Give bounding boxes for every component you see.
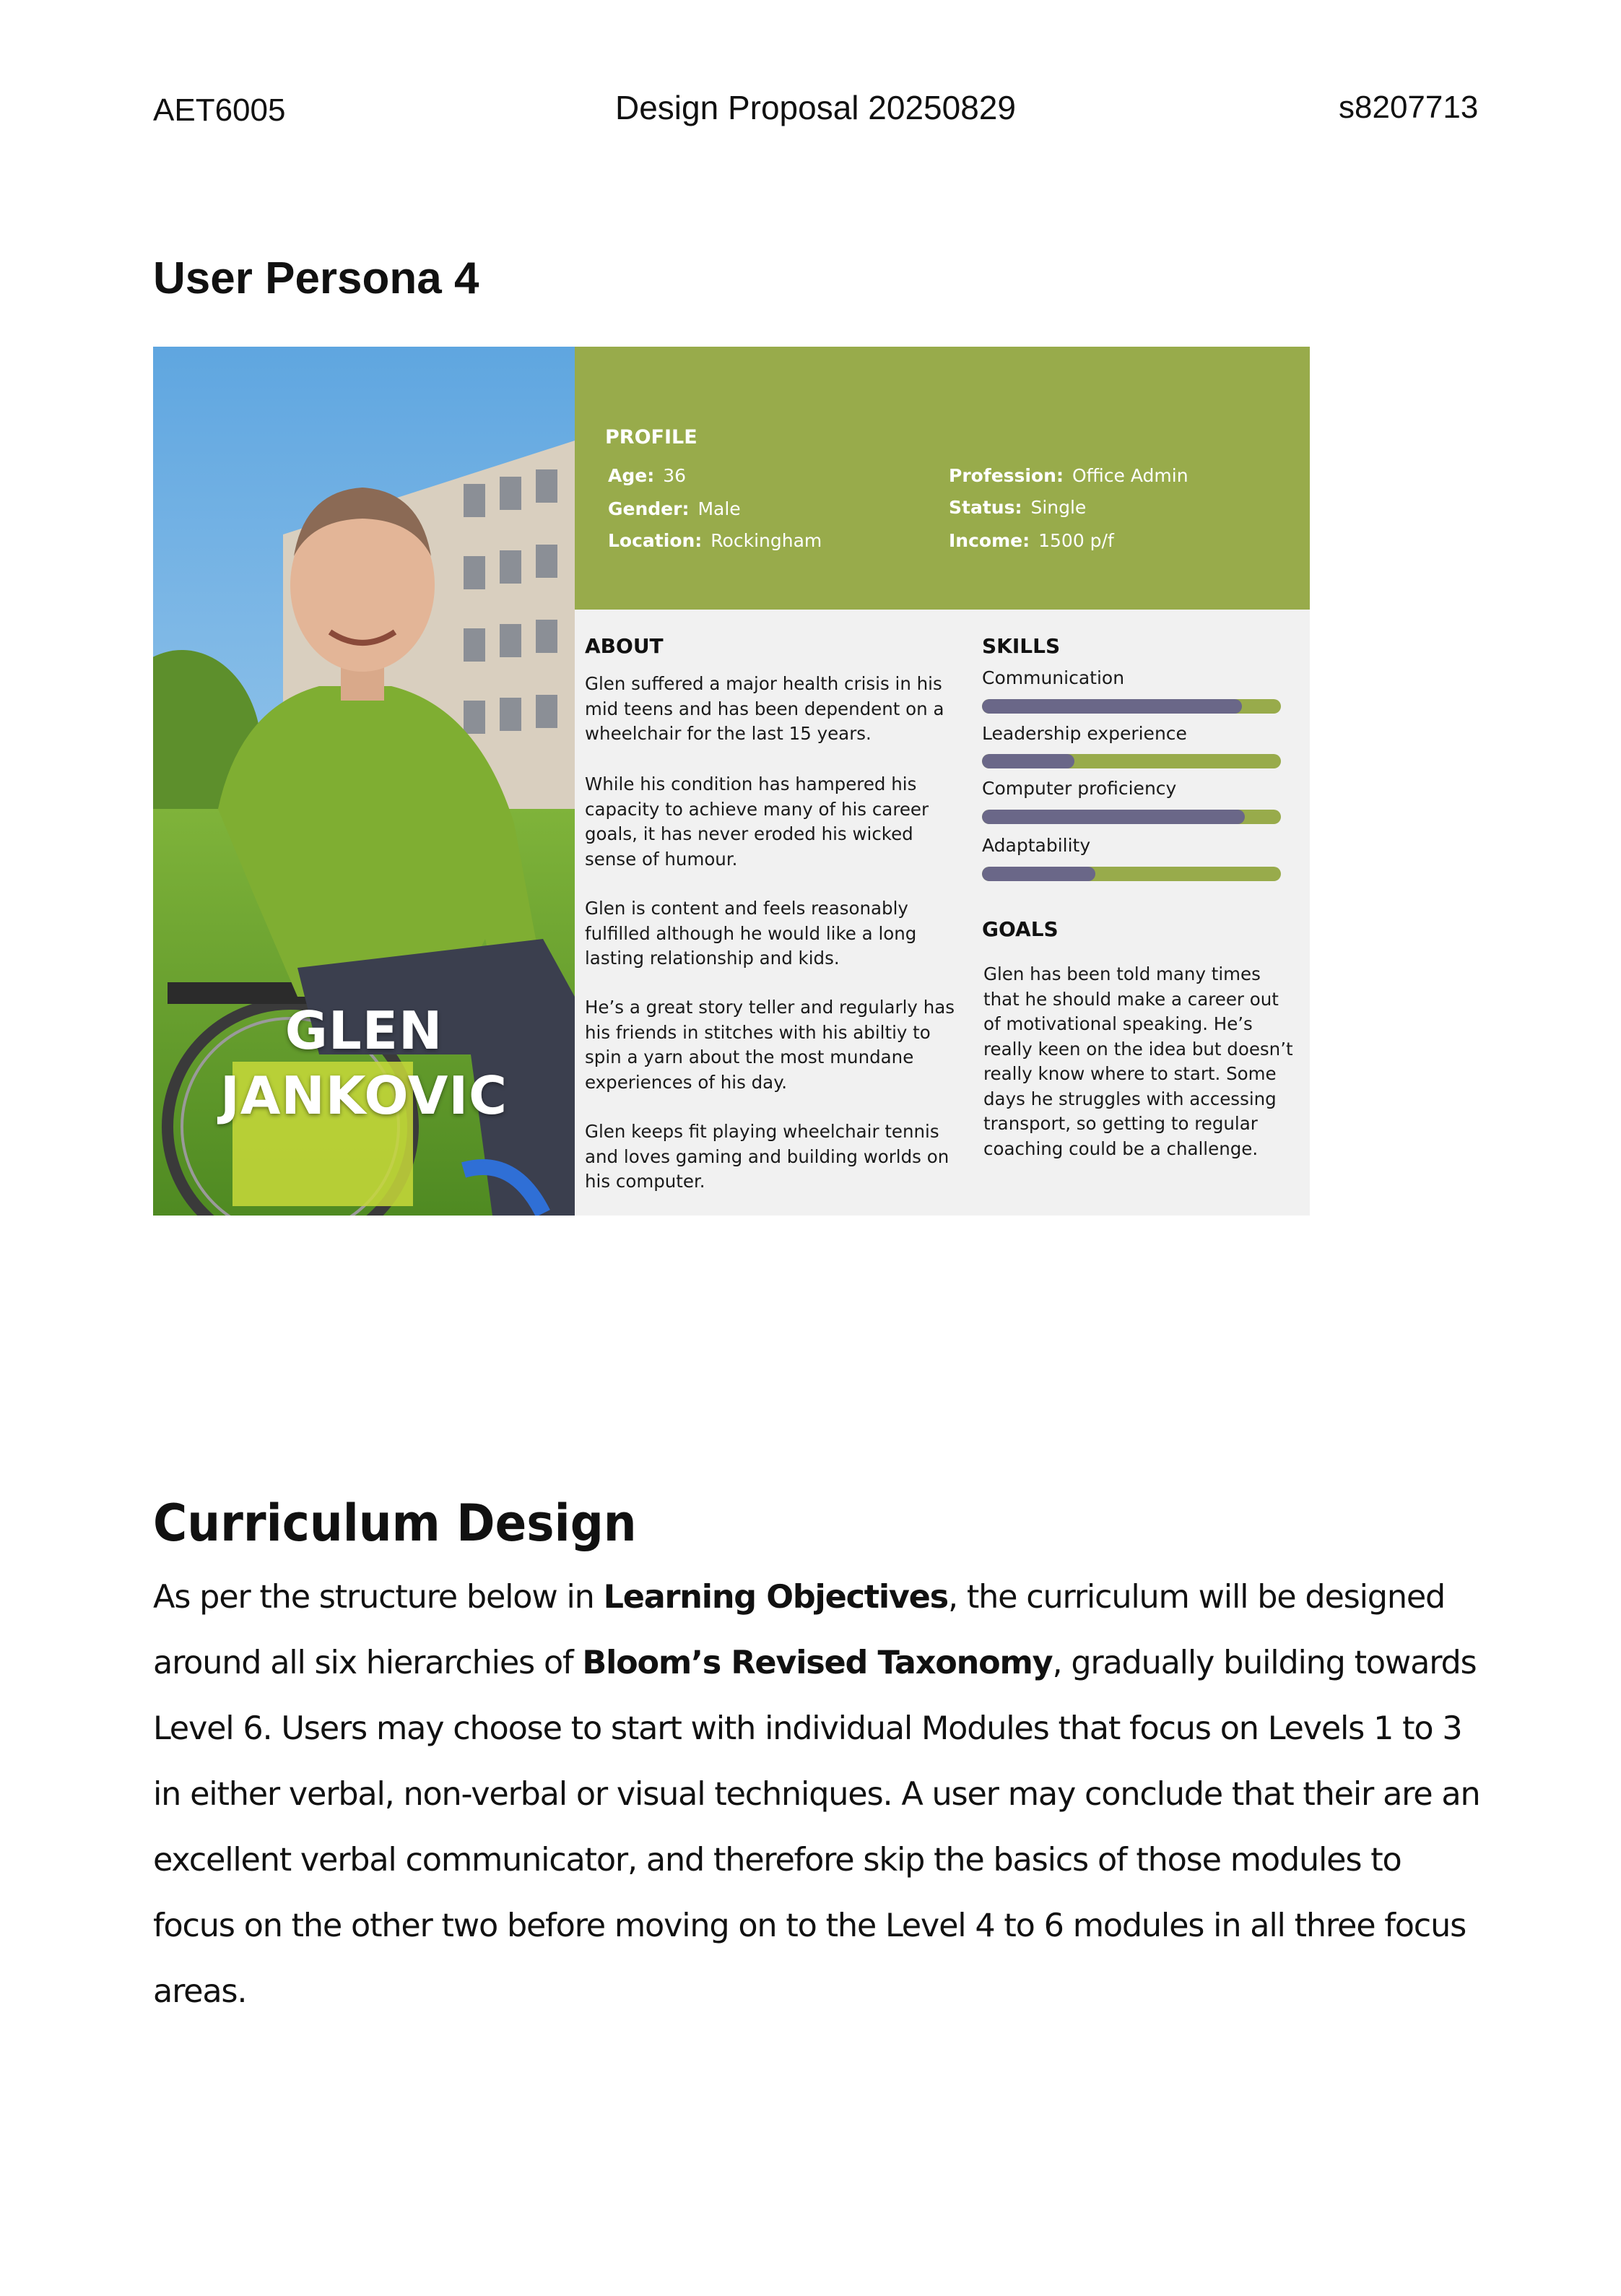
about-paragraph: Glen is content and feels reasonably fulfilled although he would like a long lasting relationship and kids. (585, 898, 917, 969)
goals-text: Glen has been told many times that he should make a career out of motivational speaking. He’s really keen on the idea but doesn’t really know where to start. Some days he struggles with accessing transport, so getting to regular coaching could be a challenge. (983, 963, 1293, 1159)
persona-last-name: JANKOVIC (220, 1065, 508, 1126)
about-paragraph: Glen keeps fit playing wheelchair tennis and loves gaming and building worlds on his computer. (585, 1121, 949, 1192)
profile-status (949, 497, 1086, 518)
skills-title: SKILLS (982, 634, 1061, 658)
persona-card (153, 347, 1310, 1216)
header-document-title: Design Proposal 20250829 (615, 89, 1016, 126)
curriculum-heading: Curriculum Design (153, 1494, 637, 1553)
profile-income (949, 530, 1114, 551)
skill-bar-fill (982, 867, 1095, 881)
persona-photo (153, 347, 575, 1216)
profile-profession (949, 465, 1188, 486)
profession-value: Office Admin (1072, 465, 1188, 486)
learning-objectives-term: Learning Objectives (603, 1579, 948, 1616)
income-value: 1500 p/f (1038, 530, 1114, 551)
skill-bar (982, 867, 1281, 881)
persona-details-panel (575, 610, 1310, 1216)
about-paragraph: Glen suffered a major health crisis in his mid teens and has been dependent on a wheelchair for the last 15 years. (585, 673, 944, 744)
blooms-taxonomy-term: Bloom’s Revised Taxonomy (582, 1645, 1053, 1681)
skill-label: Communication (982, 667, 1125, 688)
gender-label: Gender: (608, 498, 690, 519)
about-title: ABOUT (585, 634, 664, 658)
profile-location (608, 530, 822, 551)
skill-bar-fill (982, 754, 1074, 768)
profile-title: PROFILE (605, 426, 697, 449)
skill-label: Leadership experience (982, 723, 1187, 744)
curriculum-paragraph (153, 1564, 1489, 2024)
goals-title: GOALS (982, 917, 1059, 941)
persona-first-name: GLEN (284, 1000, 443, 1061)
curriculum-text: , the curriculum will be designed around all six hierarchies of (153, 1579, 1446, 1681)
profession-label: Profession: (949, 465, 1064, 486)
profile-panel (575, 347, 1310, 610)
about-paragraph: He’s a great story teller and regularly has his friends in stitches with his abiltiy to spin a yarn about the most mundane experiences of his day. (585, 997, 955, 1093)
age-value: 36 (663, 465, 687, 486)
age-label: Age: (608, 465, 655, 486)
persona-heading: User Persona 4 (153, 254, 479, 303)
location-label: Location: (608, 530, 703, 551)
skill-bar (982, 754, 1281, 768)
curriculum-text: As per the structure below in (153, 1579, 604, 1616)
skill-bar-fill (982, 699, 1242, 714)
status-value: Single (1030, 497, 1087, 518)
skill-label: Adaptability (982, 835, 1091, 856)
profile-gender (608, 498, 741, 519)
skill-label: Computer proficiency (982, 778, 1177, 799)
header-course-code: AET6005 (153, 92, 286, 128)
about-paragraph: While his condition has hampered his capacity to achieve many of his career goals, it has never eroded his wicked sense of humour. (585, 774, 929, 870)
gender-value: Male (697, 498, 741, 519)
skill-bar (982, 810, 1281, 824)
skill-bar (982, 699, 1281, 714)
skill-bar-fill (982, 810, 1245, 824)
status-label: Status: (949, 497, 1022, 518)
profile-age (608, 465, 686, 486)
header-student-id: s8207713 (1339, 90, 1479, 125)
curriculum-text: , gradually building towards Level 6. Users may choose to start with individual Modules that focus on Levels 1 to 3 in either verbal, non-verbal or visual techniques. A user may conclude that their are an excellent verbal communicator, and therefore skip the basics of those modules to focus on the other two before moving on to the Level 4 to 6 modules in all three focus areas. (153, 1645, 1480, 2010)
location-value: Rockingham (710, 530, 822, 551)
income-label: Income: (949, 530, 1030, 551)
